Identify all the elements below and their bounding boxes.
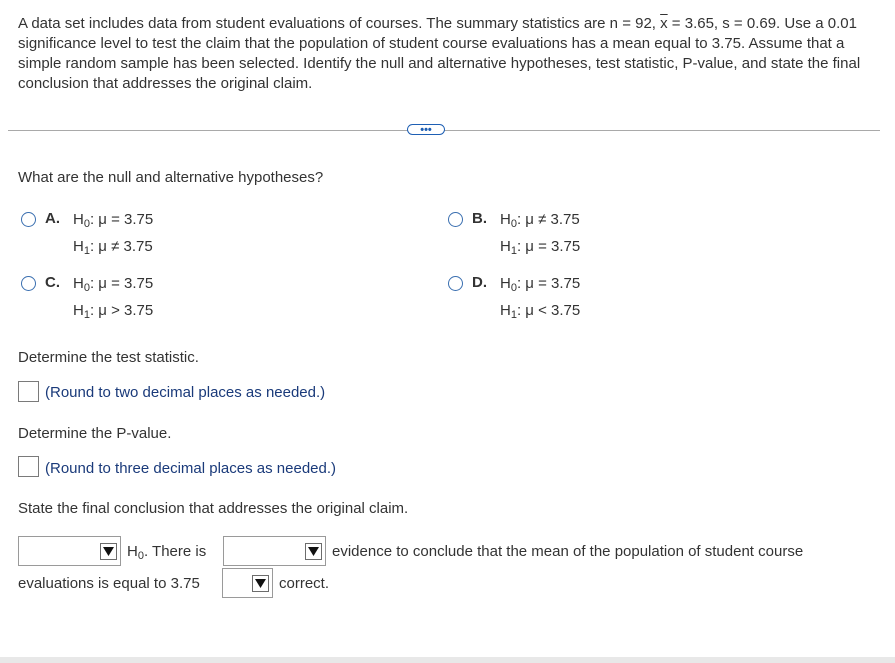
option-c-h0: $H_0$: μ = 3.75 xyxy=(73,275,154,294)
option-a-letter: A. xyxy=(45,210,60,227)
option-a[interactable] xyxy=(18,210,318,260)
footer-bar xyxy=(0,657,895,663)
option-a-h0: $H_0$: μ = 3.75 xyxy=(73,211,154,230)
option-b-h0: $H_0$: μ ≠ 3.75 xyxy=(500,211,580,230)
option-b-radio[interactable] xyxy=(448,212,463,227)
x-bar-symbol: $\overline{x}$ xyxy=(660,15,668,32)
conclusion-evaluations-text: evaluations is equal to 3.75 xyxy=(18,575,200,592)
p-value-hint: (Round to three decimal places as needed.) xyxy=(45,460,337,477)
chevron-down-icon xyxy=(252,575,269,592)
chevron-down-icon xyxy=(305,543,322,560)
conclusion-evidence-text: evidence to conclude that the mean of the population of student course xyxy=(332,543,804,560)
option-c-h1: $H_1$: μ > 3.75 xyxy=(73,302,154,321)
p-value-input[interactable] xyxy=(18,456,39,477)
option-d-h0: $H_0$: μ = 3.75 xyxy=(500,275,581,294)
option-a-h1: $H_1$: μ ≠ 3.75 xyxy=(73,238,153,257)
problem-text-part2: = 3.65, s = 0.69. Use a 0.01 significance level to test the claim that the population of student course evaluations has a mean equal to 3.75. Assume that a simple random sample has been selected. Identify the null and alternative hypotheses, test statistic, P-value, and state the final conclusion that addresses the original claim. xyxy=(18,15,861,92)
conclusion-h0-text: $H_0$. There is xyxy=(127,543,207,562)
problem-statement xyxy=(18,14,878,94)
question-p-value-prompt: Determine the P-value. xyxy=(18,425,172,442)
option-b[interactable] xyxy=(445,210,745,260)
question-hypotheses-prompt: What are the null and alternative hypotheses? xyxy=(18,169,324,186)
question-test-statistic-prompt: Determine the test statistic. xyxy=(18,349,199,366)
ellipsis-icon: ••• xyxy=(420,123,432,136)
option-d-radio[interactable] xyxy=(448,276,463,291)
option-d[interactable] xyxy=(445,274,745,324)
claim-dropdown[interactable] xyxy=(222,568,273,598)
more-options-button[interactable] xyxy=(407,124,445,135)
option-b-h1: $H_1$: μ = 3.75 xyxy=(500,238,581,257)
option-a-radio[interactable] xyxy=(21,212,36,227)
test-statistic-hint: (Round to two decimal places as needed.) xyxy=(45,384,326,401)
option-b-letter: B. xyxy=(472,210,487,227)
chevron-down-icon xyxy=(100,543,117,560)
decision-dropdown[interactable] xyxy=(18,536,121,566)
option-d-letter: D. xyxy=(472,274,487,291)
option-c[interactable] xyxy=(18,274,318,324)
option-c-letter: C. xyxy=(45,274,60,291)
option-c-radio[interactable] xyxy=(21,276,36,291)
test-statistic-input[interactable] xyxy=(18,381,39,402)
question-conclusion-prompt: State the final conclusion that addresses the original claim. xyxy=(18,500,409,517)
conclusion-correct-text: correct. xyxy=(279,575,330,592)
evidence-dropdown[interactable] xyxy=(223,536,326,566)
option-d-h1: $H_1$: μ < 3.75 xyxy=(500,302,581,321)
problem-text-part1: A data set includes data from student evaluations of courses. The summary statistics are n = 92, xyxy=(18,15,661,32)
